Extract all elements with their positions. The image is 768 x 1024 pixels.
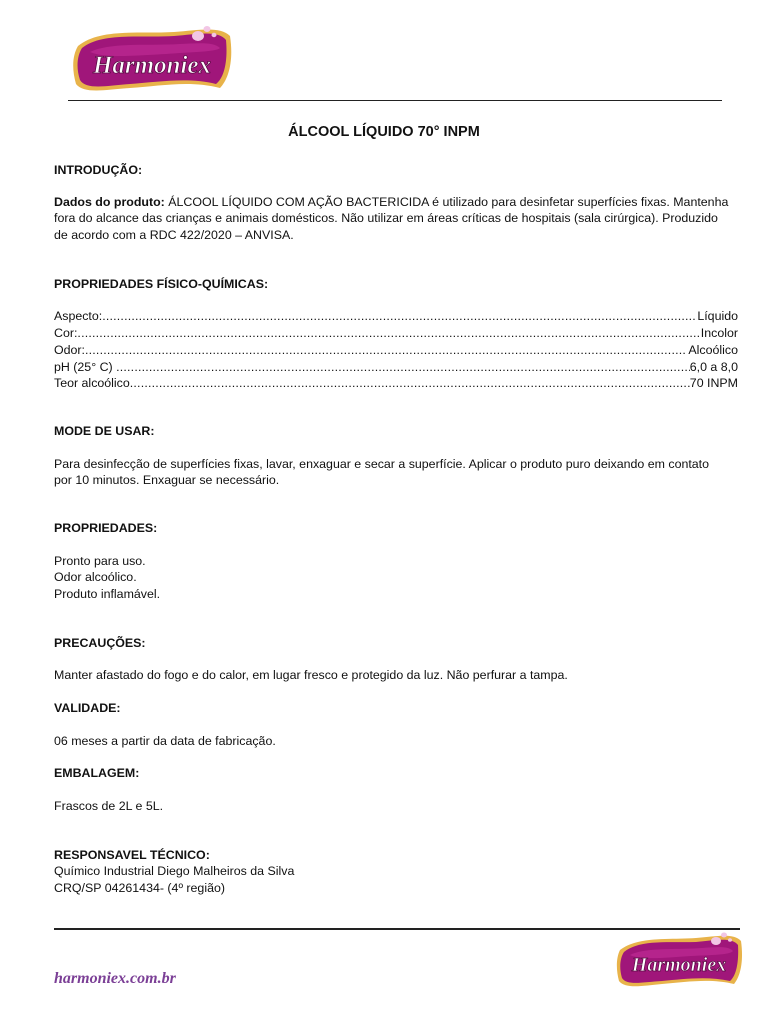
spec-row-color <box>54 325 738 341</box>
leader-dots <box>85 342 686 358</box>
precautions-text: Manter afastado do fogo e do calor, em lugar fresco e protegido da luz. Não perfurar a tampa. <box>54 668 568 682</box>
spec-value: Líquido <box>697 309 738 323</box>
leader-dots <box>77 325 700 341</box>
list-item: Produto inflamável. <box>54 586 161 601</box>
responsible-heading: RESPONSAVEL TÉCNICO: <box>54 848 210 862</box>
usage-heading: MODE DE USAR: <box>54 424 155 438</box>
spec-value: Incolor <box>700 326 738 340</box>
brand-logo-header <box>70 22 234 94</box>
intro-lead: Dados do produto: <box>54 195 165 209</box>
packaging-text: Frascos de 2L e 5L. <box>54 799 164 813</box>
responsible-registry: CRQ/SP 04261434- (4º região) <box>54 880 225 895</box>
spec-value: 6,0 a 8,0 <box>689 360 738 374</box>
spec-label: pH (25° C) <box>54 360 117 374</box>
responsible-name: Químico Industrial Diego Malheiros da Silva <box>54 864 295 879</box>
intro-line-2: fora do alcance das crianças e animais domésticos. Não utilizar em áreas críticas de hospitais (sala cirúrgica). Produzido <box>54 211 718 226</box>
header-divider <box>68 100 722 101</box>
spec-row-ph <box>54 359 738 375</box>
properties-heading: PROPRIEDADES: <box>54 521 158 535</box>
spec-label: Cor: <box>54 326 78 340</box>
leader-dots <box>102 308 697 324</box>
usage-line-2: por 10 minutos. Enxaguar se necessário. <box>54 473 280 488</box>
spec-label: Teor alcoólico <box>54 376 130 390</box>
leader-dots <box>130 375 690 391</box>
spec-row-alcohol-content <box>54 375 738 391</box>
spec-row-aspect <box>54 308 738 324</box>
spec-label: Aspecto: <box>54 309 103 323</box>
svg-text:Harmoniex: Harmoniex <box>92 52 212 79</box>
responsible-block <box>54 847 294 896</box>
list-item: Odor alcoólico. <box>54 570 137 585</box>
usage-paragraph <box>54 456 744 489</box>
intro-paragraph <box>54 194 744 243</box>
spec-value: Alcoólico <box>685 343 738 357</box>
leader-dots <box>116 359 690 375</box>
list-item: Pronto para uso. <box>54 554 146 568</box>
intro-line-3: de acordo com a RDC 422/2020 – ANVISA. <box>54 227 294 242</box>
validity-text: 06 meses a partir da data de fabricação. <box>54 734 276 748</box>
spec-row-odor <box>54 342 738 358</box>
spec-label: Odor: <box>54 343 85 357</box>
website-link[interactable]: harmoniex.com.br <box>54 970 176 987</box>
physchem-heading: PROPRIEDADES FÍSICO-QUÍMICAS: <box>54 277 269 291</box>
properties-list <box>54 553 160 602</box>
svg-text:Harmoniex: Harmoniex <box>631 954 727 976</box>
precautions-heading: PRECAUÇÕES: <box>54 636 146 650</box>
validity-heading: VALIDADE: <box>54 701 121 715</box>
intro-line-1: ÁLCOOL LÍQUIDO COM AÇÃO BACTERICIDA é utilizado para desinfetar superfícies fixas. Mantenha <box>164 195 729 209</box>
intro-heading: INTRODUÇÃO: <box>54 163 143 177</box>
usage-line-1: Para desinfecção de superfícies fixas, lavar, enxaguar e secar a superfície. Aplicar o produto puro deixando em contato <box>54 457 710 471</box>
packaging-heading: EMBALAGEM: <box>54 766 140 780</box>
document-title: ÁLCOOL LÍQUIDO 70° INPM <box>288 124 480 140</box>
brand-logo-footer <box>614 930 744 990</box>
spec-value: 70 INPM <box>689 376 738 390</box>
